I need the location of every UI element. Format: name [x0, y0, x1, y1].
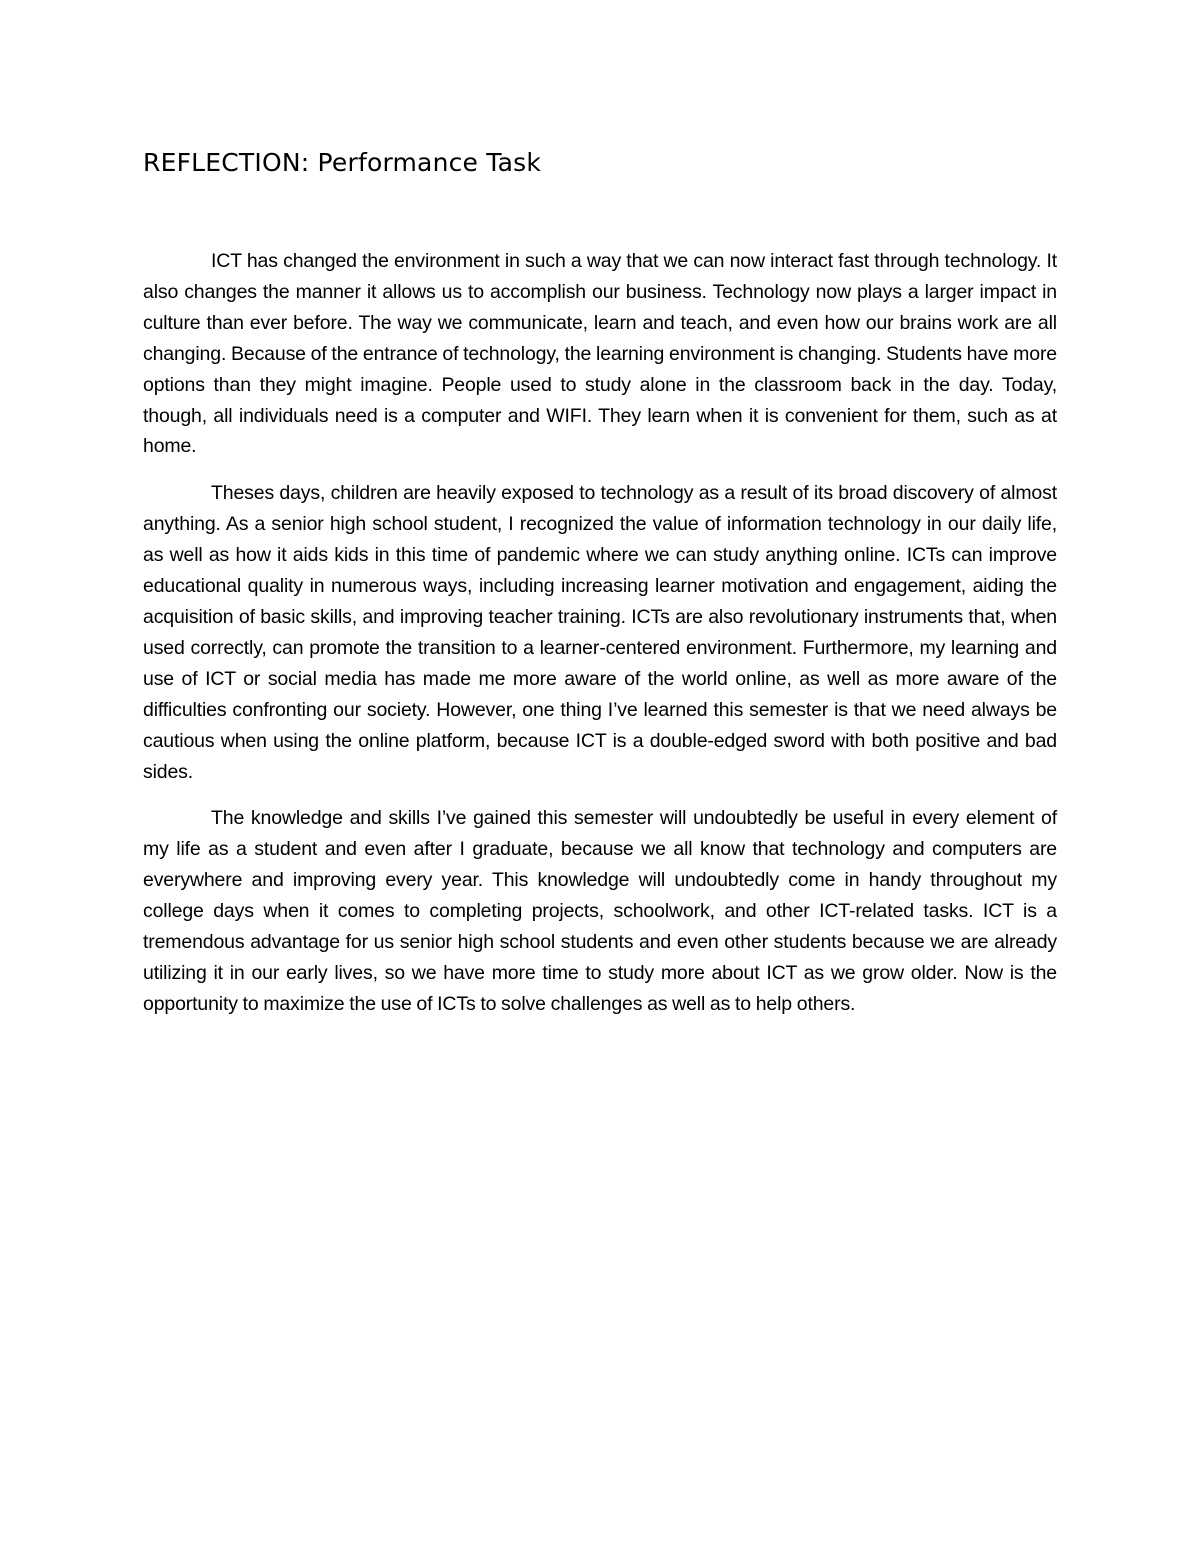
document-title: REFLECTION: Performance Task — [143, 148, 542, 177]
paragraph-3: The knowledge and skills I’ve gained this semester will undoubtedly be useful in every element of my life as a student and even after I graduate, because we all know that technology and computers are everywhere and improving every year. This knowledge will undoubtedly come in handy throughout my college days when it comes to completing projects, schoolwork, and other ICT-related tasks. ICT is a tremendous advantage for us senior high school students and even other students because we are already utilizing it in our early lives, so we have more time to study more about ICT as we grow older. Now is the opportunity to maximize the use of ICTs to solve challenges as well as to help others. — [143, 807, 1057, 1015]
document-body — [143, 246, 1057, 1036]
paragraph-1: ICT has changed the environment in such a way that we can now interact fast through technology. It also changes the manner it allows us to accomplish our business. Technology now plays a larger impact in culture than ever before. The way we communicate, learn and teach, and even how our brains work are all changing. Because of the entrance of technology, the learning environment is changing. Students have more options than they might imagine. People used to study alone in the classroom back in the day. Today, though, all individuals need is a computer and WIFI. They learn when it is convenient for them, such as at home. — [143, 250, 1057, 458]
paragraph-2: Theses days, children are heavily exposed to technology as a result of its broad discovery of almost anything. As a senior high school student, I recognized the value of information technology in our daily life, as well as how it aids kids in this time of pandemic where we can study anything online. ICTs can improve educational quality in numerous ways, including increasing learner motivation and engagement, aiding the acquisition of basic skills, and improving teacher training. ICTs are also revolutionary instruments that, when used correctly, can promote the transition to a learner-centered environment. Furthermore, my learning and use of ICT or social media has made me more aware of the world online, as well as more aware of the difficulties confronting our society. However, one thing I’ve learned this semester is that we need always be cautious when using the online platform, because ICT is a double-edged sword with both positive and bad sides. — [143, 482, 1057, 783]
